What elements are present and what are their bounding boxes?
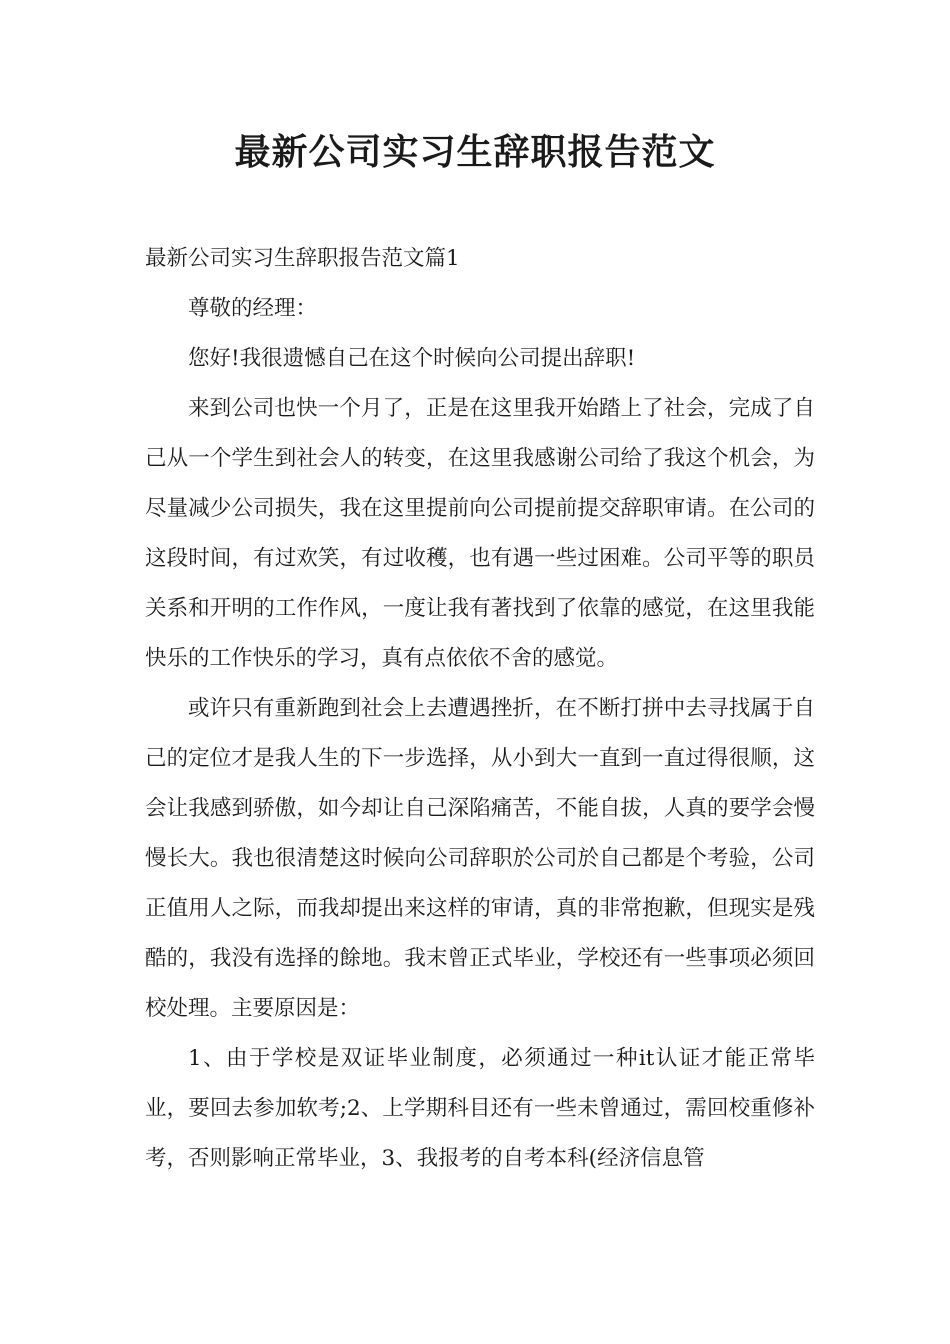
paragraph: 来到公司也快一个月了，正是在这里我开始踏上了社会，完成了自己从一个学生到社会人的转变，在这里我感谢公司给了我这个机会，为尽量减少公司损失，我在这里提前向公司提前提交辞职审请。在公司的这段时间，有过欢笑，有过收穫，也有遇一些过困难。公司平等的职员关系和开明的工作作风，一度让我有著找到了依靠的感觉，在这里我能快乐的工作快乐的学习，真有点依依不舍的感觉。 — [145, 396, 815, 671]
greeting: 您好!我很遗憾自己在这个时候向公司提出辞职! — [188, 346, 636, 371]
salutation: 尊敬的经理： — [188, 296, 318, 321]
paragraph: 1、由于学校是双证毕业制度，必须通过一种it认证才能正常毕业，要回去参加软考;2、上学期科目还有一些未曾通过，需回校重修补考，否则影响正常毕业，3、我报考的自考本科(经济信息管 — [145, 1046, 815, 1171]
paragraph: 或许只有重新跑到社会上去遭遇挫折，在不断打拼中去寻找属于自己的定位才是我人生的下一步选择，从小到大一直到一直过得很顺，这会让我感到骄傲，如今却让自己深陷痛苦，不能自拔，人真的要学会慢慢长大。我也很清楚这时候向公司辞职於公司於自己都是个考验，公司正值用人之际，而我却提出来这样的审请，真的非常抱歉，但现实是残酷的，我没有选择的餘地。我末曾正式毕业，学校还有一些事项必须回校处理。主要原因是： — [145, 696, 815, 1021]
document-title: 最新公司实习生辞职报告范文 — [234, 132, 716, 173]
section-heading: 最新公司实习生辞职报告范文篇1 — [145, 246, 460, 271]
document-body — [145, 234, 815, 1184]
